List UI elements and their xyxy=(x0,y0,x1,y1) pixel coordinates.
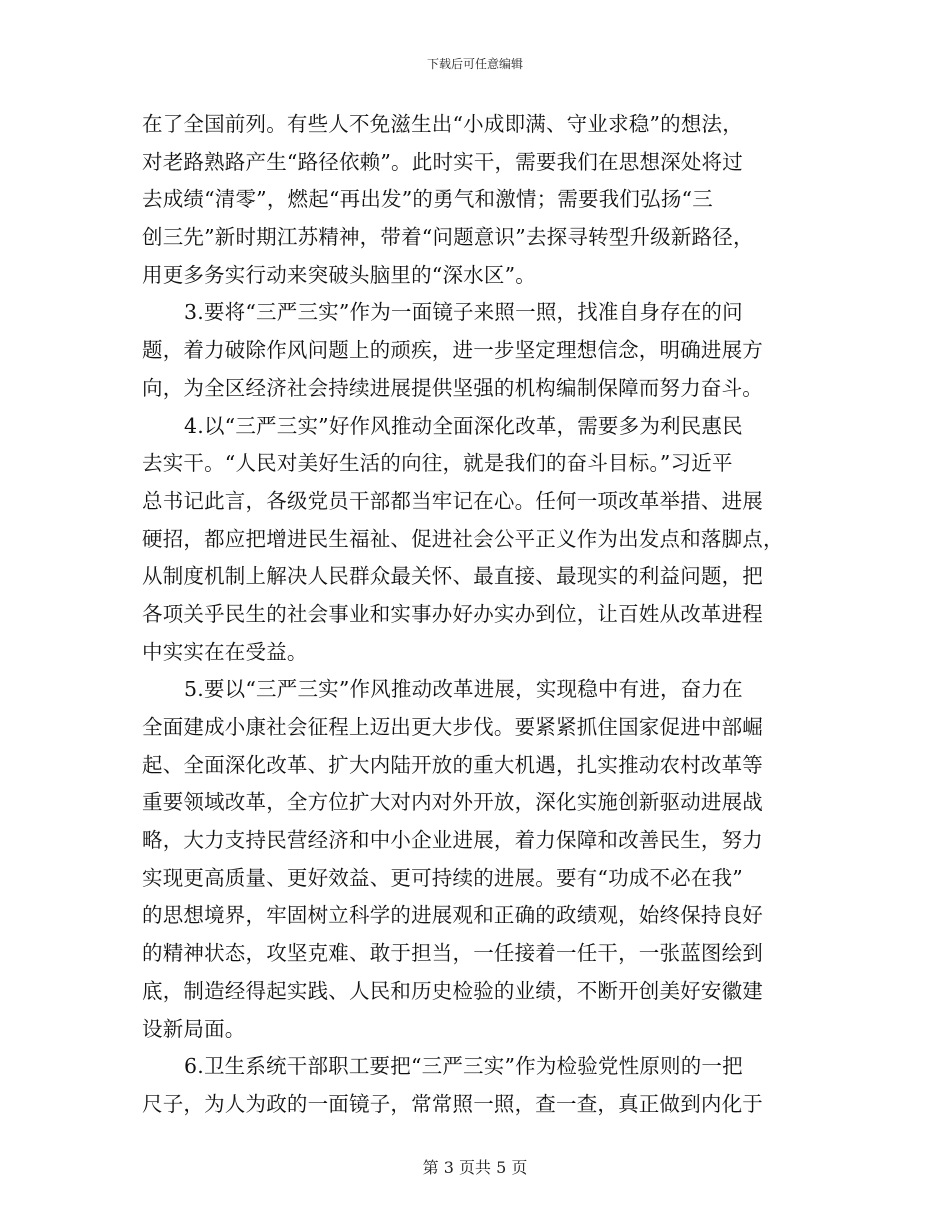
text-line: 略，大力支持民营经济和中小企业进展，着力保障和改善民生，努力 xyxy=(142,828,763,853)
text-line: 去实干。“人民对美好生活的向往，就是我们的奋斗目标。”习近平 xyxy=(142,451,733,476)
text-line: 在了全国前列。有些人不免滋生出“小成即满、守业求稳”的想法， xyxy=(142,112,743,136)
text-line: 的思想境界，牢固树立科学的进展观和正确的政绩观，始终保持良好 xyxy=(142,903,763,928)
document-body xyxy=(142,106,810,1124)
text-line: 去成绩“清零”，燃起“再出发”的勇气和激情；需要我们弘扬“三 xyxy=(142,187,713,212)
text-line: 设新局面。 xyxy=(142,1016,246,1041)
text-line: 全面建成小康社会征程上迈出更大步伐。要紧紧抓住国家促进中部崛 xyxy=(142,715,763,739)
paragraph-start-5: 5.要以“三严三实”作风推动改革进展，实现稳中有进，奋力在 xyxy=(184,677,743,702)
text-line: 用更多务实行动来突破头脑里的“深水区”。 xyxy=(142,262,536,287)
text-line: 起、全面深化改革、扩大内陆开放的重大机遇，扎实推动农村改革等 xyxy=(142,752,763,777)
paragraph-start-3: 3.要将“三严三实”作为一面镜子来照一照，找准自身存在的问 xyxy=(184,300,743,325)
text-line: 实现更高质量、更好效益、更可持续的进展。要有“功成不必在我” xyxy=(142,865,743,890)
paragraph-start-6: 6.卫生系统干部职工要把“三严三实”作为检验党性原则的一把 xyxy=(184,1054,743,1079)
text-line: 重要领域改革，全方位扩大对内对外开放，深化实施创新驱动进展战 xyxy=(142,790,763,815)
page-number: 第 3 页共 5 页 xyxy=(422,1158,528,1177)
text-line: 对老路熟路产生“路径依赖”。此时实干，需要我们在思想深处将过 xyxy=(142,149,743,174)
text-line: 向，为全区经济社会持续进展提供坚强的机构编制保障而努力奋斗。 xyxy=(142,375,763,400)
text-line: 尺子，为人为政的一面镜子，常常照一照，查一查，真正做到内化于 xyxy=(142,1091,763,1116)
text-line: 中实实在在受益。 xyxy=(142,639,308,664)
text-line: 的精神状态，攻坚克难、敢于担当，一任接着一任干，一张蓝图绘到 xyxy=(142,941,763,966)
text-line: 题，着力破除作风问题上的顽疾，进一步坚定理想信念，明确进展方 xyxy=(142,338,763,363)
paragraph-start-4: 4.以“三严三实”好作风推动全面深化改革，需要多为利民惠民 xyxy=(184,413,743,438)
text-line: 底，制造经得起实践、人民和历史检验的业绩，不断开创美好安徽建 xyxy=(142,978,763,1003)
page-header: 下载后可任意编辑 xyxy=(426,57,523,71)
text-line: 从制度机制上解决人民群众最关怀、最直接、最现实的利益问题，把 xyxy=(142,564,763,589)
text-line: 各项关乎民生的社会事业和实事办好办实办到位，让百姓从改革进程 xyxy=(142,601,763,626)
text-line: 创三先”新时期江苏精神，带着“问题意识”去探寻转型升级新路径， xyxy=(142,225,754,250)
text-line: 总书记此言，各级党员干部都当牢记在心。任何一项改革举措、进展 xyxy=(142,488,763,513)
text-line: 硬招，都应把增进民生福祉、促进社会公平正义作为出发点和落脚点， xyxy=(142,526,784,551)
